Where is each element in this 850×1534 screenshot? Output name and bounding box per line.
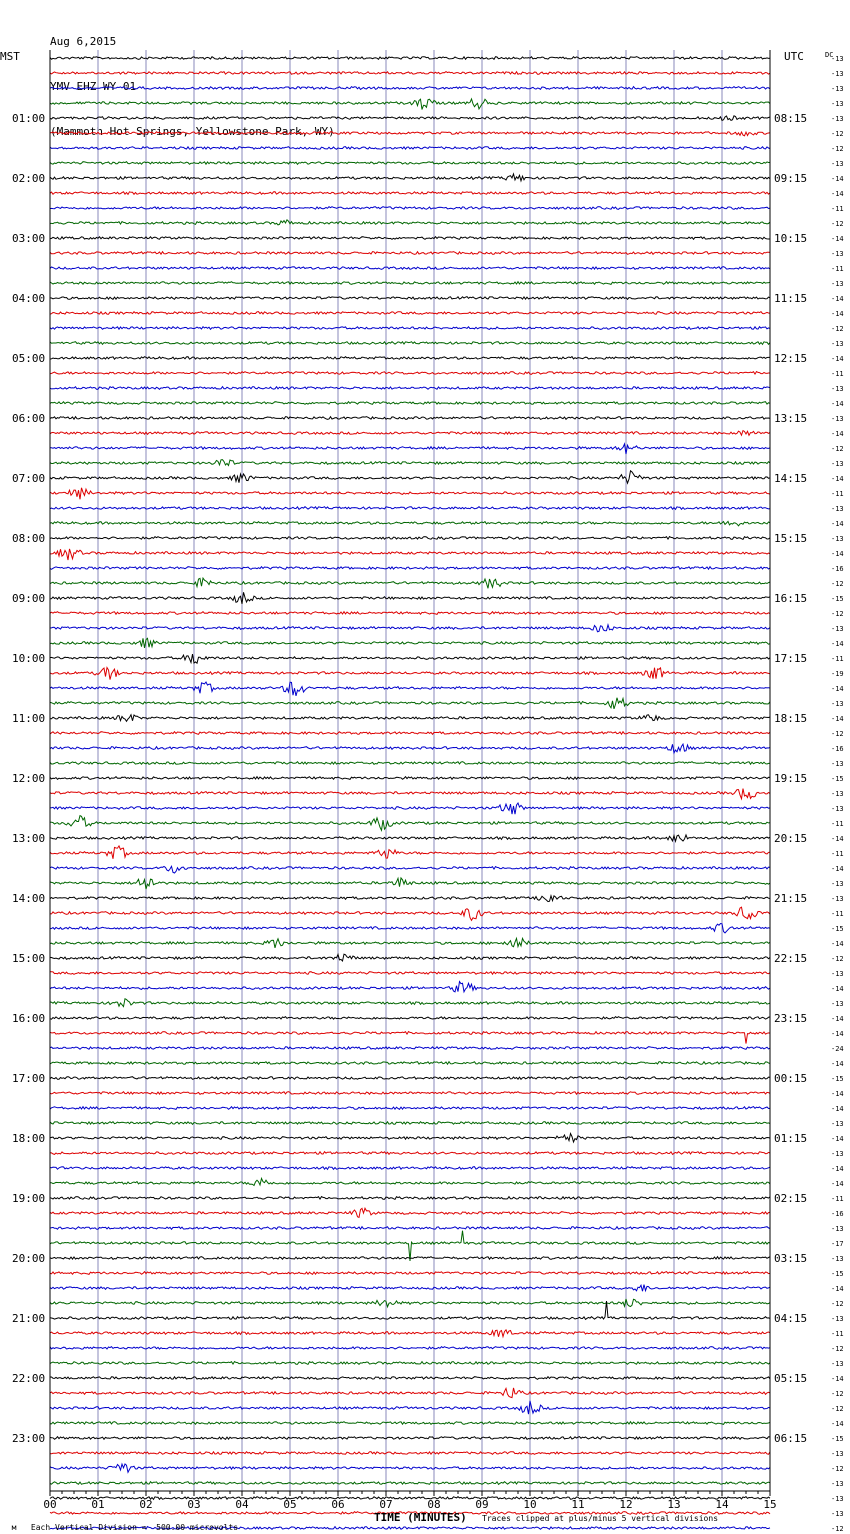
dc-offset-label: -13 [831, 535, 844, 543]
dc-offset-label: -19 [831, 670, 844, 678]
dc-offset-label: -13 [831, 70, 844, 78]
dc-offset-label: -12 [831, 220, 844, 228]
trace-5 [50, 132, 770, 136]
trace-64 [50, 1017, 770, 1020]
station-label: YMV EHZ WY 01 [50, 80, 137, 93]
dc-offset-label: -11 [831, 850, 844, 858]
trace-43 [50, 698, 770, 709]
x-tick-label: 03 [187, 1498, 201, 1511]
x-tick-label: 01 [91, 1498, 105, 1511]
trace-71 [50, 1122, 770, 1125]
dc-offset-label: -13 [831, 415, 844, 423]
dc-offset-label: -14 [831, 1375, 844, 1383]
dc-offset-label: -13 [831, 805, 844, 813]
utc-hour-label: 04:15 [774, 1312, 808, 1325]
trace-13 [50, 252, 770, 255]
trace-90 [50, 1401, 770, 1414]
scale-note-text: Each Vertical Division = 500.00 microvolts [30, 1523, 239, 1532]
x-tick-label: 08 [427, 1498, 441, 1511]
dc-offset-label: -13 [831, 880, 844, 888]
trace-11 [50, 220, 770, 225]
dc-offset-label: -13 [831, 55, 844, 63]
trace-60 [50, 954, 770, 961]
utc-hour-label: 17:15 [774, 652, 808, 665]
trace-87 [50, 1362, 770, 1365]
dc-offset-label: -13 [831, 160, 844, 168]
utc-hour-label: 02:15 [774, 1192, 808, 1205]
dc-offset-label: -13 [831, 85, 844, 93]
dc-offset-label: -13 [831, 970, 844, 978]
trace-44 [50, 715, 770, 722]
trace-53 [50, 846, 770, 859]
trace-15 [50, 282, 770, 285]
trace-82 [50, 1285, 770, 1292]
utc-hour-label: 12:15 [774, 352, 808, 365]
dc-offset-label: -13 [831, 700, 844, 708]
dc-offset-label: -14 [831, 715, 844, 723]
x-tick-label: 02 [139, 1498, 153, 1511]
utc-hour-label: 13:15 [774, 412, 808, 425]
corner-mark: м [11, 1523, 17, 1532]
utc-hour-label: 03:15 [774, 1252, 808, 1265]
trace-50 [50, 803, 770, 814]
trace-74 [50, 1167, 770, 1170]
dc-offset-label: -12 [831, 1525, 844, 1533]
clip-note: Traces clipped at plus/minus 5 vertical divisions [482, 1514, 719, 1523]
dc-offset-label: -13 [831, 505, 844, 513]
dc-offset-label: -14 [831, 835, 844, 843]
trace-8 [50, 174, 770, 181]
dc-offset-label: -11 [831, 820, 844, 828]
mst-hour-label: 15:00 [12, 952, 46, 965]
mst-hour-label: 09:00 [12, 592, 46, 605]
dc-offset-label: -13 [831, 1120, 844, 1128]
dc-offset-label: -14 [831, 175, 844, 183]
mst-hour-label: 08:00 [12, 532, 46, 545]
trace-30 [50, 507, 770, 510]
dc-offset-label: -15 [831, 775, 844, 783]
trace-67 [50, 1062, 770, 1065]
trace-83 [50, 1299, 770, 1307]
trace-22 [50, 387, 770, 390]
trace-73 [50, 1152, 770, 1155]
trace-93 [50, 1452, 770, 1455]
dc-offset-label: -11 [831, 370, 844, 378]
trace-0 [50, 57, 770, 60]
trace-6 [50, 147, 770, 150]
trace-52 [50, 835, 770, 841]
trace-16 [50, 297, 770, 300]
utc-hour-label: 18:15 [774, 712, 808, 725]
mst-hour-label: 11:00 [12, 712, 46, 725]
trace-79 [50, 1231, 770, 1261]
trace-49 [50, 789, 770, 799]
dc-offset-label: -17 [831, 1240, 844, 1248]
mst-hour-label: 17:00 [12, 1072, 46, 1085]
mst-header: MST [0, 50, 20, 63]
trace-35 [50, 578, 770, 588]
dc-offset-label: -13 [831, 280, 844, 288]
dc-offset-label: -14 [831, 430, 844, 438]
utc-hour-label: 00:15 [774, 1072, 808, 1085]
trace-59 [50, 938, 770, 948]
mst-hour-label: 23:00 [12, 1432, 46, 1445]
dc-offset-label: -15 [831, 595, 844, 603]
dc-offset-label: -14 [831, 685, 844, 693]
dc-offset-label: -13 [831, 1000, 844, 1008]
dc-offset-label: -11 [831, 265, 844, 273]
trace-86 [50, 1347, 770, 1350]
dc-offset-label: -11 [831, 205, 844, 213]
dc-offset-label: -14 [831, 1135, 844, 1143]
utc-hour-label: 09:15 [774, 172, 808, 185]
x-tick-label: 12 [619, 1498, 633, 1511]
dc-offset-label: -11 [831, 1195, 844, 1203]
dc-offset-label: -13 [831, 1225, 844, 1233]
dc-offset-label: -14 [831, 640, 844, 648]
trace-46 [50, 744, 770, 753]
dc-offset-label: -12 [831, 145, 844, 153]
mst-hour-label: 04:00 [12, 292, 46, 305]
mst-hour-label: 18:00 [12, 1132, 46, 1145]
dc-offset-label: -14 [831, 1165, 844, 1173]
x-tick-label: 07 [379, 1498, 393, 1511]
trace-48 [50, 777, 770, 780]
dc-offset-label: -13 [831, 1510, 844, 1518]
utc-hour-label: 14:15 [774, 472, 808, 485]
trace-25 [50, 431, 770, 436]
trace-66 [50, 1047, 770, 1050]
utc-hour-label: 10:15 [774, 232, 808, 245]
dc-offset-label: -13 [831, 1450, 844, 1458]
dc-offset-label: -13 [831, 100, 844, 108]
dc-offset-label: -24 [831, 1045, 844, 1053]
trace-7 [50, 162, 770, 165]
trace-3 [50, 99, 770, 110]
trace-28 [50, 471, 770, 483]
trace-24 [50, 417, 770, 420]
utc-hour-label: 20:15 [774, 832, 808, 845]
dc-offset-label: -12 [831, 1405, 844, 1413]
location-label: (Mammoth Hot Springs, Yellowstone Park, WY) [50, 125, 335, 138]
trace-63 [50, 999, 770, 1007]
dc-offset-label: -15 [831, 925, 844, 933]
dc-offset-label: -12 [831, 130, 844, 138]
scale-note [2, 1514, 238, 1532]
dc-offset-label: -14 [831, 235, 844, 243]
mst-hour-label: 20:00 [12, 1252, 46, 1265]
seismic-traces [50, 57, 770, 1534]
utc-hour-label: 21:15 [774, 892, 808, 905]
trace-31 [50, 521, 770, 525]
dc-offset-label: -12 [831, 1345, 844, 1353]
trace-27 [50, 460, 770, 466]
trace-75 [50, 1178, 770, 1185]
dc-offset-label: -14 [831, 1420, 844, 1428]
dc-offset-label: -16 [831, 1210, 844, 1218]
utc-hour-label: 05:15 [774, 1372, 808, 1385]
dc-offset-label: -12 [831, 325, 844, 333]
trace-78 [50, 1227, 770, 1230]
trace-68 [50, 1077, 770, 1080]
dc-offset-label: -12 [831, 730, 844, 738]
dc-offset-label: -12 [831, 955, 844, 963]
trace-57 [50, 907, 770, 920]
mst-hour-label: 19:00 [12, 1192, 46, 1205]
trace-38 [50, 625, 770, 632]
x-tick-label: 10 [523, 1498, 537, 1511]
trace-72 [50, 1134, 770, 1143]
dc-offset-label: -14 [831, 1105, 844, 1113]
dc-offset-label: -13 [831, 760, 844, 768]
dc-offset-label: -13 [831, 385, 844, 393]
dc-offset-label: -13 [831, 340, 844, 348]
dc-offset-label: -14 [831, 1060, 844, 1068]
dc-offset-label: -13 [831, 1480, 844, 1488]
utc-hour-label: 15:15 [774, 532, 808, 545]
dc-offset-label: -12 [831, 445, 844, 453]
trace-56 [50, 896, 770, 902]
mst-hour-label: 07:00 [12, 472, 46, 485]
mst-hour-label: 02:00 [12, 172, 46, 185]
trace-42 [50, 682, 770, 696]
trace-96 [50, 1497, 770, 1500]
trace-37 [50, 612, 770, 615]
dc-offset-label: -14 [831, 1180, 844, 1188]
utc-hour-label: 06:15 [774, 1432, 808, 1445]
dc-offset-label: -14 [831, 400, 844, 408]
trace-40 [50, 654, 770, 663]
x-tick-label: 00 [43, 1498, 57, 1511]
trace-58 [50, 924, 770, 933]
dc-offset-label: -14 [831, 355, 844, 363]
x-tick-label: 04 [235, 1498, 249, 1511]
trace-19 [50, 342, 770, 345]
trace-91 [50, 1422, 770, 1425]
dc-offset-label: -15 [831, 1075, 844, 1083]
dc-offset-label: -13 [831, 895, 844, 903]
mst-hour-label: 22:00 [12, 1372, 46, 1385]
utc-hour-label: 01:15 [774, 1132, 808, 1145]
trace-81 [50, 1272, 770, 1275]
x-tick-label: 06 [331, 1498, 345, 1511]
mst-hour-label: 21:00 [12, 1312, 46, 1325]
trace-10 [50, 207, 770, 210]
trace-62 [50, 982, 770, 992]
dc-offset-label: -14 [831, 940, 844, 948]
dc-offset-label: -14 [831, 1015, 844, 1023]
dc-offset-label: -11 [831, 1330, 844, 1338]
dc-offset-label: -12 [831, 1390, 844, 1398]
dc-offset-label: -13 [831, 1495, 844, 1503]
dc-offset-label: -13 [831, 1150, 844, 1158]
utc-hour-label: 23:15 [774, 1012, 808, 1025]
trace-14 [50, 267, 770, 270]
trace-29 [50, 488, 770, 500]
x-tick-label: 14 [715, 1498, 729, 1511]
x-tick-label: 09 [475, 1498, 489, 1511]
dc-offset-label: -13 [831, 250, 844, 258]
dc-offset-label: -14 [831, 550, 844, 558]
utc-hour-label: 22:15 [774, 952, 808, 965]
x-axis-title: TIME (MINUTES) [374, 1511, 467, 1524]
trace-34 [50, 567, 770, 570]
dc-offset-label: -16 [831, 745, 844, 753]
mst-hour-label: 10:00 [12, 652, 46, 665]
dc-offset-label: -14 [831, 865, 844, 873]
dc-offset-label: -14 [831, 1285, 844, 1293]
trace-12 [50, 237, 770, 240]
dc-offset-label: -14 [831, 310, 844, 318]
trace-55 [50, 878, 770, 889]
utc-hour-label: 16:15 [774, 592, 808, 605]
utc-hour-label: 11:15 [774, 292, 808, 305]
dc-offset-label: -14 [831, 190, 844, 198]
trace-17 [50, 312, 770, 315]
trace-20 [50, 357, 770, 360]
trace-32 [50, 537, 770, 540]
date-label: Aug 6,2015 [50, 35, 117, 48]
dc-offset-label: -11 [831, 910, 844, 918]
dc-header: DC [825, 51, 834, 59]
trace-70 [50, 1107, 770, 1110]
trace-2 [50, 87, 770, 90]
trace-61 [50, 972, 770, 975]
dc-offset-label: -13 [831, 115, 844, 123]
trace-36 [50, 592, 770, 604]
trace-21 [50, 372, 770, 375]
trace-9 [50, 192, 770, 195]
dc-offset-label: -13 [831, 1255, 844, 1263]
mst-hour-label: 13:00 [12, 832, 46, 845]
dc-offset-label: -12 [831, 1465, 844, 1473]
trace-47 [50, 762, 770, 765]
dc-offset-label: -13 [831, 1315, 844, 1323]
mst-hour-label: 06:00 [12, 412, 46, 425]
dc-offset-label: -15 [831, 1270, 844, 1278]
trace-41 [50, 668, 770, 680]
trace-54 [50, 866, 770, 873]
dc-offset-label: -14 [831, 295, 844, 303]
x-tick-label: 15 [763, 1498, 777, 1511]
dc-offset-label: -11 [831, 490, 844, 498]
trace-94 [50, 1464, 770, 1472]
x-tick-label: 13 [667, 1498, 681, 1511]
dc-offset-label: -12 [831, 580, 844, 588]
trace-76 [50, 1197, 770, 1200]
trace-95 [50, 1482, 770, 1485]
dc-offset-label: -14 [831, 475, 844, 483]
dc-offset-label: -13 [831, 790, 844, 798]
utc-hour-label: 08:15 [774, 112, 808, 125]
trace-26 [50, 444, 770, 454]
x-tick-label: 05 [283, 1498, 297, 1511]
dc-offset-label: -12 [831, 1300, 844, 1308]
utc-header: UTC [784, 50, 804, 63]
utc-hour-label: 19:15 [774, 772, 808, 785]
trace-23 [50, 402, 770, 405]
mst-hour-label: 05:00 [12, 352, 46, 365]
dc-offset-label: -16 [831, 565, 844, 573]
trace-92 [50, 1437, 770, 1440]
trace-39 [50, 638, 770, 648]
dc-offset-label: -14 [831, 1030, 844, 1038]
dc-offset-label: -15 [831, 1435, 844, 1443]
trace-77 [50, 1208, 770, 1217]
trace-18 [50, 327, 770, 330]
time-gridlines [50, 50, 770, 1491]
mst-hour-label: 16:00 [12, 1012, 46, 1025]
trace-51 [50, 816, 770, 831]
trace-85 [50, 1330, 770, 1337]
trace-33 [50, 549, 770, 560]
dc-offset-label: -12 [831, 610, 844, 618]
dc-offset-label: -14 [831, 1090, 844, 1098]
mst-hour-label: 14:00 [12, 892, 46, 905]
trace-45 [50, 732, 770, 735]
trace-4 [50, 116, 770, 121]
dc-offset-label: -14 [831, 985, 844, 993]
dc-offset-label: -11 [831, 655, 844, 663]
mst-hour-label: 03:00 [12, 232, 46, 245]
trace-69 [50, 1092, 770, 1095]
dc-offset-label: -13 [831, 460, 844, 468]
trace-65 [50, 1032, 770, 1044]
dc-offset-label: -13 [831, 1360, 844, 1368]
mst-hour-label: 12:00 [12, 772, 46, 785]
mst-hour-label: 01:00 [12, 112, 46, 125]
trace-89 [50, 1388, 770, 1398]
dc-offset-label: -13 [831, 625, 844, 633]
trace-1 [50, 72, 770, 75]
x-tick-label: 11 [571, 1498, 585, 1511]
dc-offset-label: -14 [831, 520, 844, 528]
trace-88 [50, 1377, 770, 1380]
